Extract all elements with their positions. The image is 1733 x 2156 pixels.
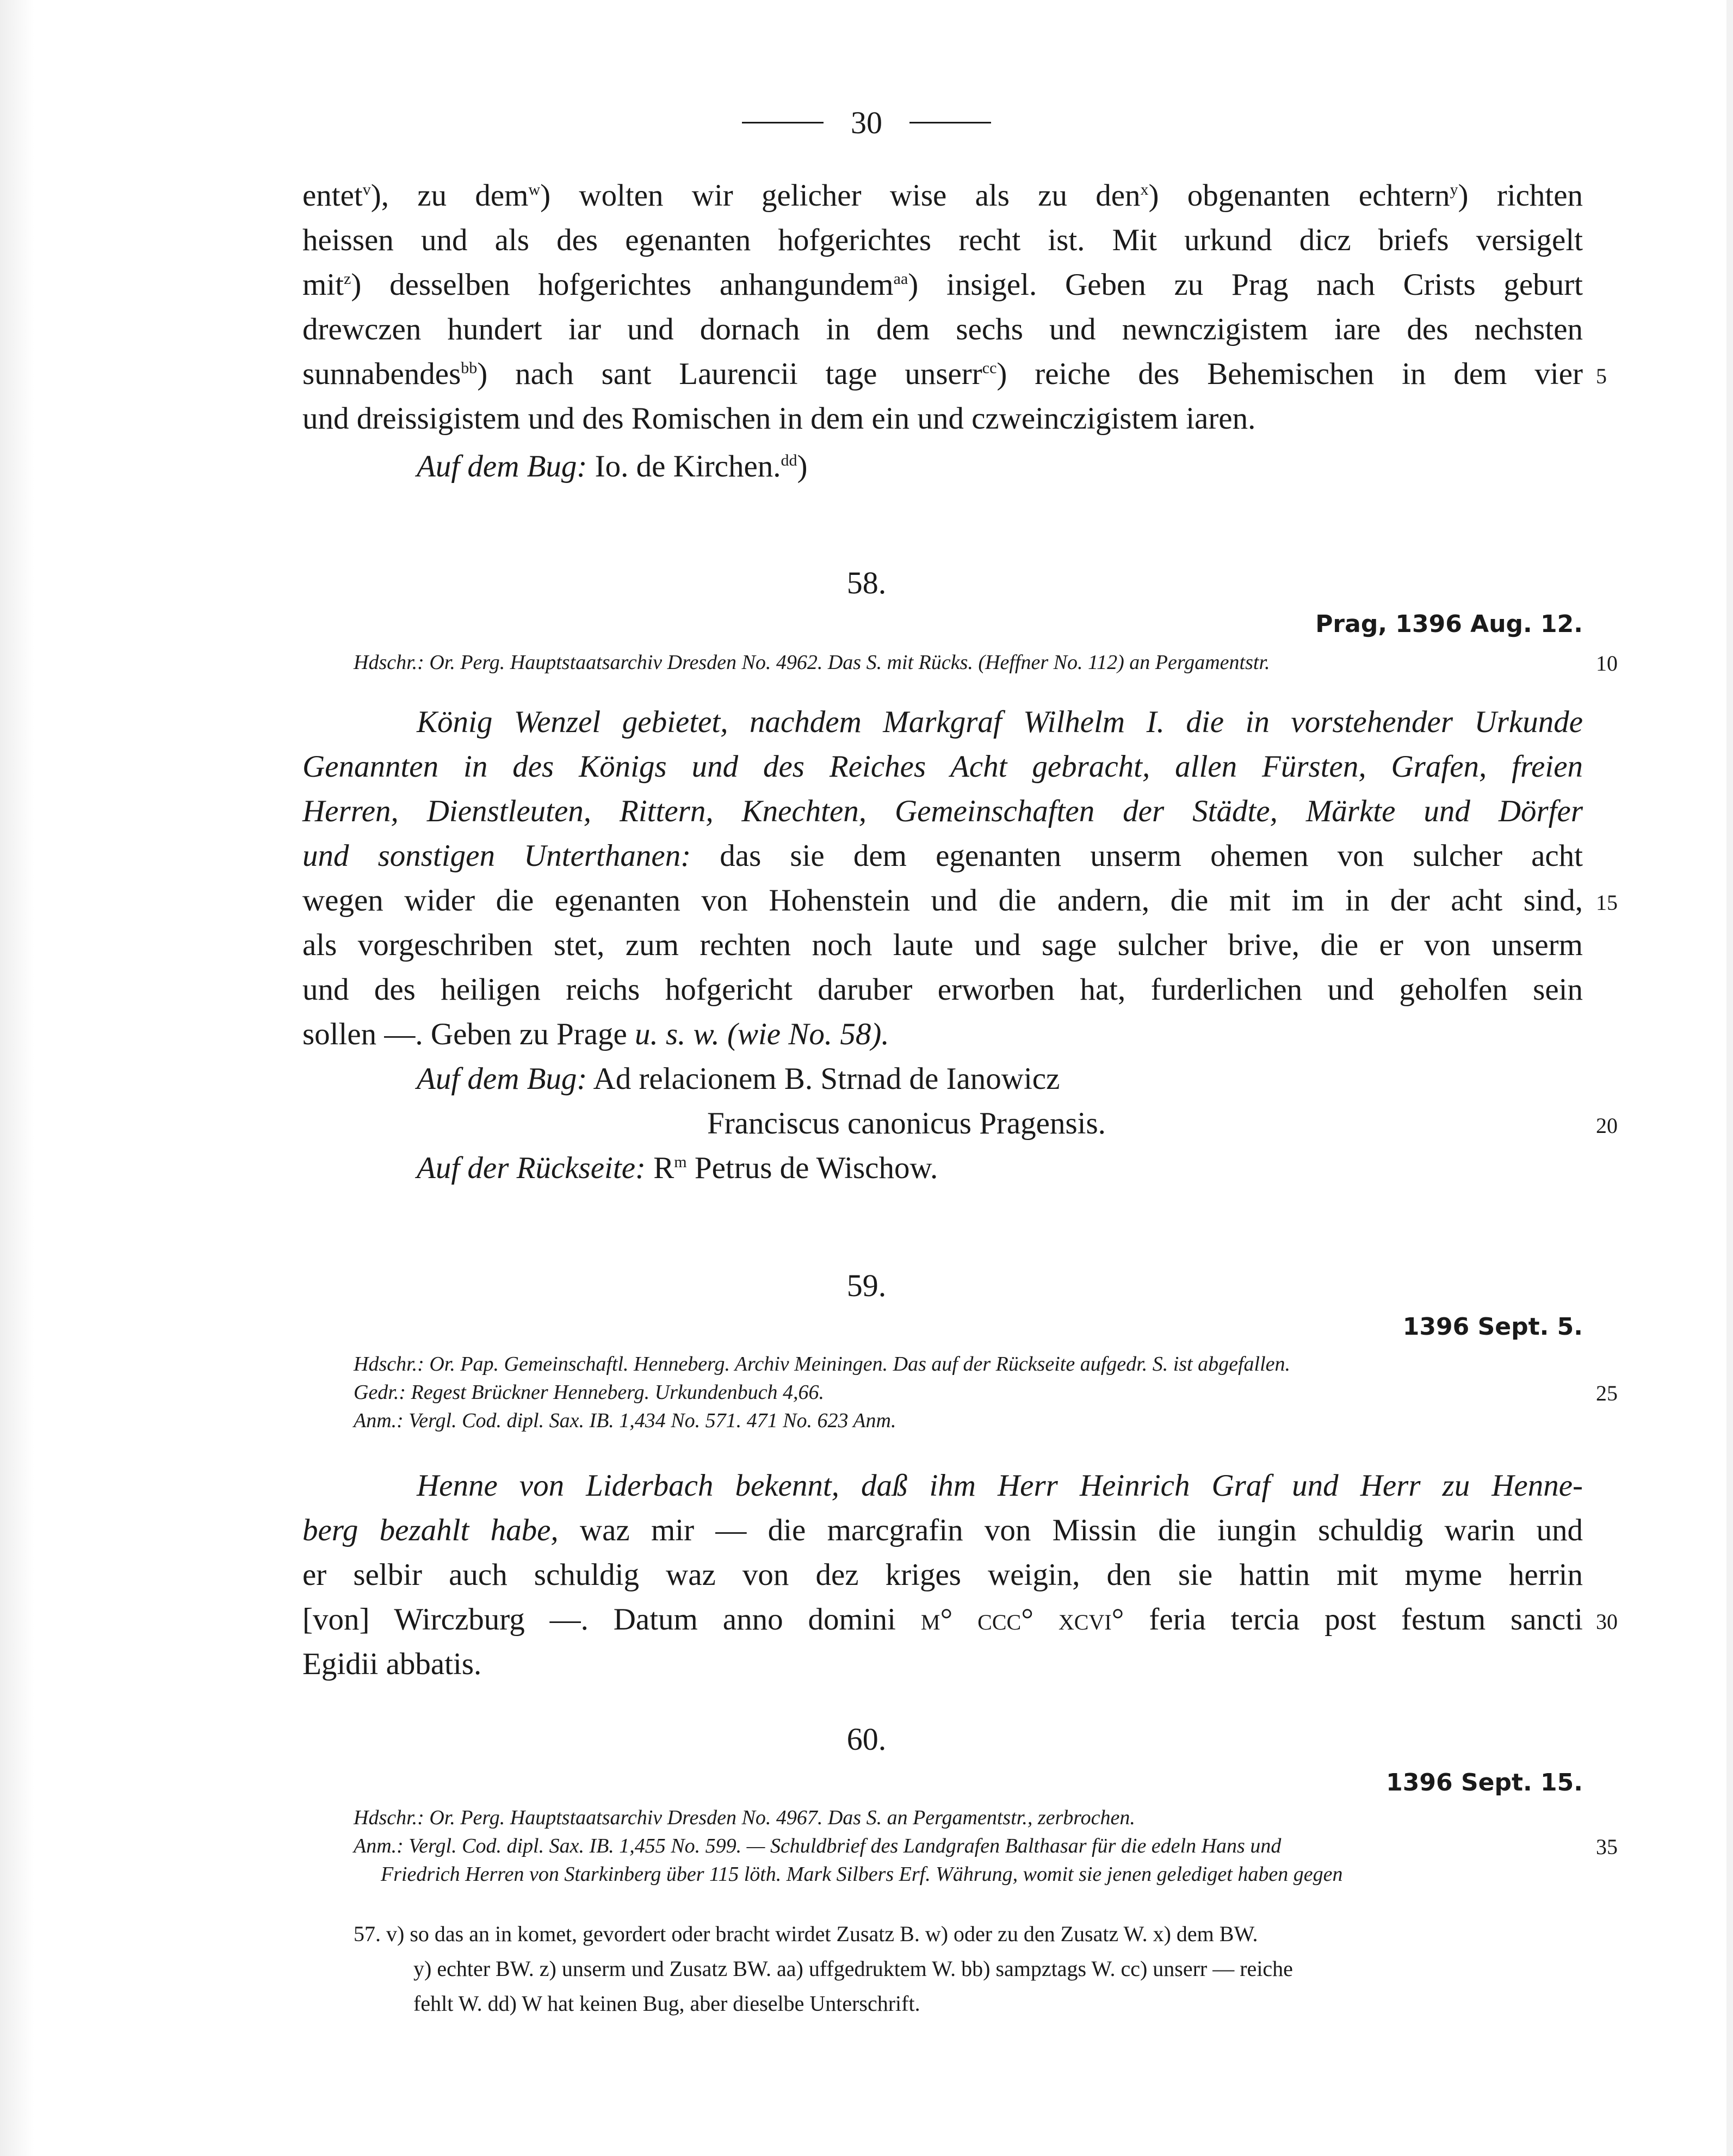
bug-note: Auf dem Bug: Ad relacionem B. Strnad de Ianowicz [417, 1062, 1060, 1096]
text-line: berg bezahlt habe, waz mir — die marcgrafin von Missin die iungin schuldig warin und [302, 1513, 1583, 1547]
text-line: heissen und als des egenanten hofgerichtes recht ist. Mit urkund dicz briefs versigelt [302, 223, 1583, 257]
page-header [0, 104, 1733, 141]
text-line: und dreissigistem und des Romischen in dem ein und czweinczigistem iaren. [302, 401, 1256, 436]
section-59-printed: Gedr.: Regest Brückner Henneberg. Urkundenbuch 4,66. [354, 1381, 824, 1404]
section-60-date: 1396 Sept. 15. [1386, 1769, 1583, 1796]
footnote-line: 57. v) so das an in komet, gevordert oder bracht wirdet Zusatz B. w) oder zu den Zusatz W. x) dem BW. [354, 1922, 1258, 1946]
text-line: als vorgeschriben stet, zum rechten noch laute und sage sulcher brive, die er von unserm [302, 928, 1583, 962]
text-line: Egidii abbatis. [302, 1647, 482, 1681]
line-number: 10 [1596, 651, 1618, 676]
section-60-note: Anm.: Vergl. Cod. dipl. Sax. IB. 1,455 No. 599. — Schuldbrief des Landgrafen Balthasar für die edeln Hans und [354, 1835, 1282, 1857]
header-rule-right [909, 122, 991, 123]
line-number: 30 [1596, 1609, 1618, 1634]
section-60-manuscript: Hdschr.: Or. Perg. Hauptstaatsarchiv Dresden No. 4967. Das S. an Pergamentstr., zerbrochen. [354, 1806, 1135, 1829]
scan-shadow-left [0, 0, 49, 2156]
dorsal-note: Auf der Rückseite: $R^m$ Petrus de Wischow. [417, 1151, 938, 1185]
text-line: mit$^z$) desselben hofgerichtes anhangundem$^{aa}$) insigel. Geben zu Prag nach Crists geburt [302, 268, 1583, 302]
text-line: wegen wider die egenanten von Hohenstein und die andern, die mit im in der acht sind, [302, 883, 1583, 918]
line-number: 25 [1596, 1381, 1618, 1405]
line-number: 35 [1596, 1835, 1618, 1859]
text-line: drewczen hundert iar und dornach in dem sechs und newnczigistem iare des nechsten [302, 312, 1583, 346]
line-number: 15 [1596, 890, 1618, 915]
text-line: entet$^v$), zu dem$^w$) wolten wir gelicher wise als zu den$^x$) obgenanten echtern$^y$) richten [302, 178, 1583, 213]
header-rule-left [742, 122, 824, 123]
section-59-date: 1396 Sept. 5. [1402, 1313, 1583, 1341]
section-58-date: Prag, 1396 Aug. 12. [1315, 610, 1583, 638]
regest-line: Herren, Dienstleuten, Rittern, Knechten, Gemeinschaften der Städte, Märkte und Dörfer [302, 794, 1583, 828]
page-number: 30 [851, 105, 882, 140]
section-number-60: 60. [846, 1721, 887, 1757]
section-number-58: 58. [846, 565, 887, 600]
line-number: 20 [1596, 1113, 1618, 1138]
regest-line: Henne von Liderbach bekennt, daß ihm Herr Heinrich Graf und Herr zu Henne- [417, 1469, 1583, 1503]
section-59-note: Anm.: Vergl. Cod. dipl. Sax. IB. 1,434 No. 571. 471 No. 623 Anm. [354, 1409, 896, 1432]
text-line: er selbir auch schuldig waz von dez kriges weigin, den sie hattin mit myme herrin [302, 1558, 1583, 1592]
section-58-manuscript: Hdschr.: Or. Perg. Hauptstaatsarchiv Dresden No. 4962. Das S. mit Rücks. (Heffner No. 112) an Pergamentstr. [354, 651, 1270, 674]
text-line: [von] Wirczburg —. Datum anno domini m° ccc° xcvi° feria tercia post festum sancti [302, 1602, 1583, 1637]
section-60-note-cont: Friedrich Herren von Starkinberg über 115 löth. Mark Silbers Erf. Währung, womit sie jenen gelediget haben gegen [381, 1863, 1343, 1886]
regest-line: Genannten in des Königs und des Reiches Acht gebracht, allen Fürsten, Grafen, freien [302, 749, 1583, 784]
footnote-line: fehlt W. dd) W hat keinen Bug, aber dieselbe Unterschrift. [413, 1991, 920, 2016]
bug-note-line2: Franciscus canonicus Pragensis. [707, 1106, 1106, 1141]
text-line: sunnabendes$^{bb}$) nach sant Laurencii tage unserr$^{cc}$) reiche des Behemischen in dem vier [302, 357, 1583, 391]
text-line: sollen —. Geben zu Prage u. s. w. (wie No. 58). [302, 1017, 889, 1051]
text-line: und sonstigen Unterthanen: das sie dem egenanten unserm ohemen von sulcher acht [302, 839, 1583, 873]
scan-shadow-right [1726, 0, 1733, 2156]
line-number: 5 [1596, 364, 1607, 388]
section-number-59: 59. [846, 1268, 887, 1303]
bug-note: Auf dem Bug: Io. de Kirchen.$^{dd}$) [417, 449, 808, 484]
footnote-line: y) echter BW. z) unserm und Zusatz BW. aa) uffgedruktem W. bb) sampztags W. cc) unserr — reiche [413, 1956, 1293, 1981]
section-59-manuscript: Hdschr.: Or. Pap. Gemeinschaftl. Henneberg. Archiv Meiningen. Das auf der Rückseite aufgedr. S. ist abgefallen. [354, 1353, 1291, 1376]
text-line: und des heiligen reichs hofgericht daruber erworben hat, furderlichen und geholfen sein [302, 972, 1583, 1007]
regest-line: König Wenzel gebietet, nachdem Markgraf Wilhelm I. die in vorstehender Urkunde [417, 705, 1583, 739]
